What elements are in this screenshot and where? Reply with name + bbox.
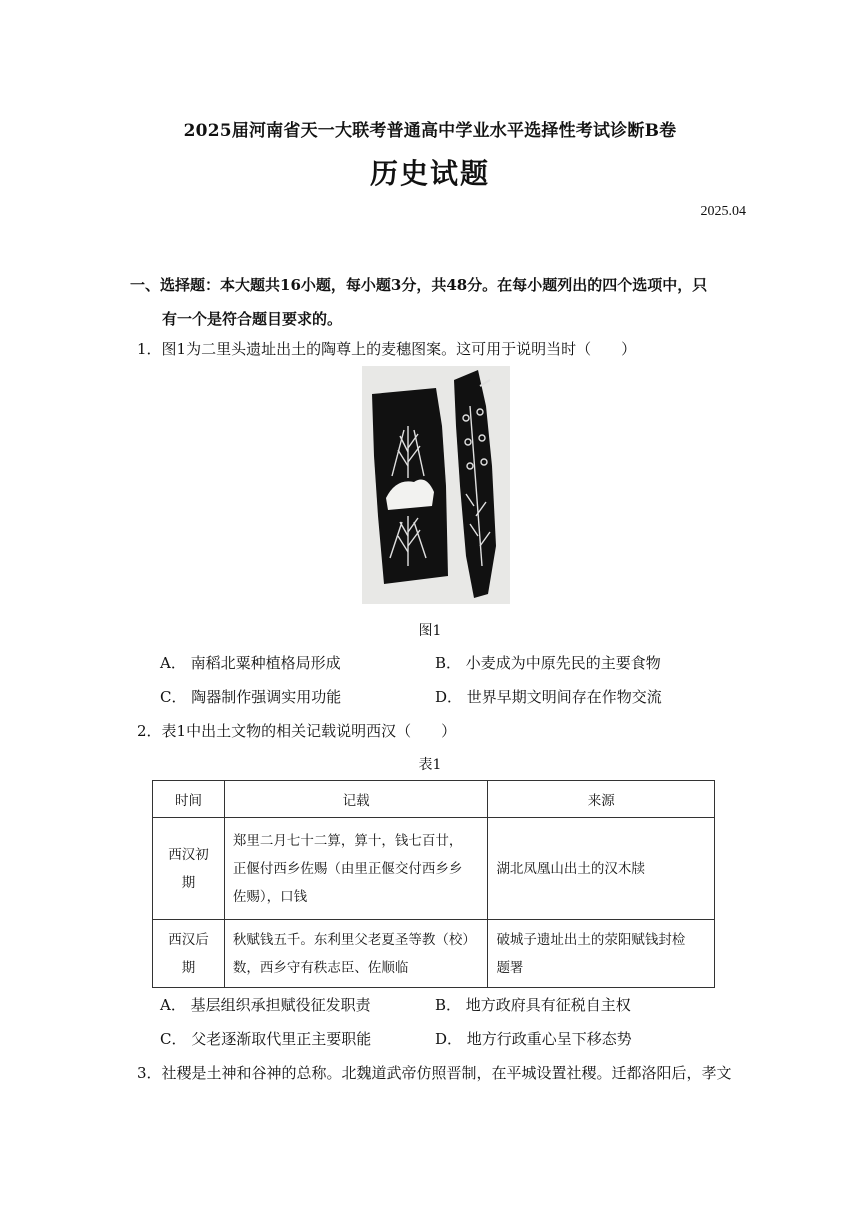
table-header-source: 来源 <box>488 781 715 818</box>
q1-option-a[interactable]: A． 南稻北粟种植格局形成 <box>160 654 341 672</box>
table-cell-source <box>488 920 715 988</box>
table-cell-time <box>153 818 225 920</box>
figure-1-wheat-pattern <box>362 366 510 604</box>
question-1-stem: 1．图1为二里头遗址出土的陶尊上的麦穗图案。这可用于说明当时（ ） <box>137 340 637 358</box>
q2-option-b[interactable]: B． 地方政府具有征税自主权 <box>435 996 631 1014</box>
cell-line: 秋赋钱五千。东利里父老夏圣等教（校） <box>232 931 476 948</box>
question-2-stem: 2．表1中出土文物的相关记载说明西汉（ ） <box>137 722 457 740</box>
question-3-stem: 3．社稷是土神和谷神的总称。北魏道武帝仿照晋制，在平城设置社稷。迁都洛阳后，孝文 <box>137 1064 732 1082</box>
table-header-record: 记载 <box>224 781 488 818</box>
q1-option-b[interactable]: B． 小麦成为中原先民的主要食物 <box>435 654 661 672</box>
cell-line: 西汉后 <box>168 931 209 948</box>
cell-line: 数，西乡守有秩志臣、佐顺临 <box>232 959 409 976</box>
q1-option-d[interactable]: D． 世界早期文明间存在作物交流 <box>435 688 662 706</box>
cell-line: 题署 <box>496 959 524 976</box>
section-line-2: 有一个是符合题目要求的。 <box>162 310 343 328</box>
exam-title: 历史试题 <box>369 157 490 190</box>
cell-line: 西汉初 <box>168 846 209 863</box>
cell-line: 正偃付西乡佐赐（由里正偃交付西乡乡 <box>232 860 463 877</box>
exam-date: 2025.04 <box>700 204 746 219</box>
cell-line: 湖北凤凰山出土的汉木牍 <box>496 860 645 877</box>
exam-subtitle: 2025届河南省天一大联考普通高中学业水平选择性考试诊断B卷 <box>183 121 677 141</box>
table-row <box>153 818 715 920</box>
q1-option-c[interactable]: C． 陶器制作强调实用功能 <box>160 688 342 706</box>
q2-option-a[interactable]: A． 基层组织承担赋役征发职责 <box>160 996 371 1014</box>
wheat-pottery-image <box>362 366 510 604</box>
cell-line: 期 <box>181 959 196 976</box>
table-header-row <box>153 781 715 818</box>
figure-1-caption: 图1 <box>418 623 442 639</box>
table-cell-record <box>224 920 488 988</box>
table-1 <box>152 780 715 988</box>
table-1-caption: 表1 <box>418 757 442 773</box>
table-cell-record <box>224 818 488 920</box>
table-cell-time <box>153 920 225 988</box>
cell-line: 佐赐），口钱 <box>232 888 308 905</box>
table-header-time: 时间 <box>153 781 225 818</box>
q2-option-c[interactable]: C． 父老逐渐取代里正主要职能 <box>160 1030 372 1048</box>
cell-line: 期 <box>181 874 196 891</box>
q2-option-d[interactable]: D． 地方行政重心呈下移态势 <box>435 1030 632 1048</box>
section-line-1: 一、选择题：本大题共16小题，每小题3分，共48分。在每小题列出的四个选项中，只 <box>130 276 708 294</box>
table-row <box>153 920 715 988</box>
section-instructions <box>130 268 750 336</box>
cell-line: 破城子遗址出土的荥阳赋钱封检 <box>496 931 686 948</box>
table-cell-source <box>488 818 715 920</box>
cell-line: 郑里二月七十二算，算十，钱七百廿， <box>232 832 463 849</box>
